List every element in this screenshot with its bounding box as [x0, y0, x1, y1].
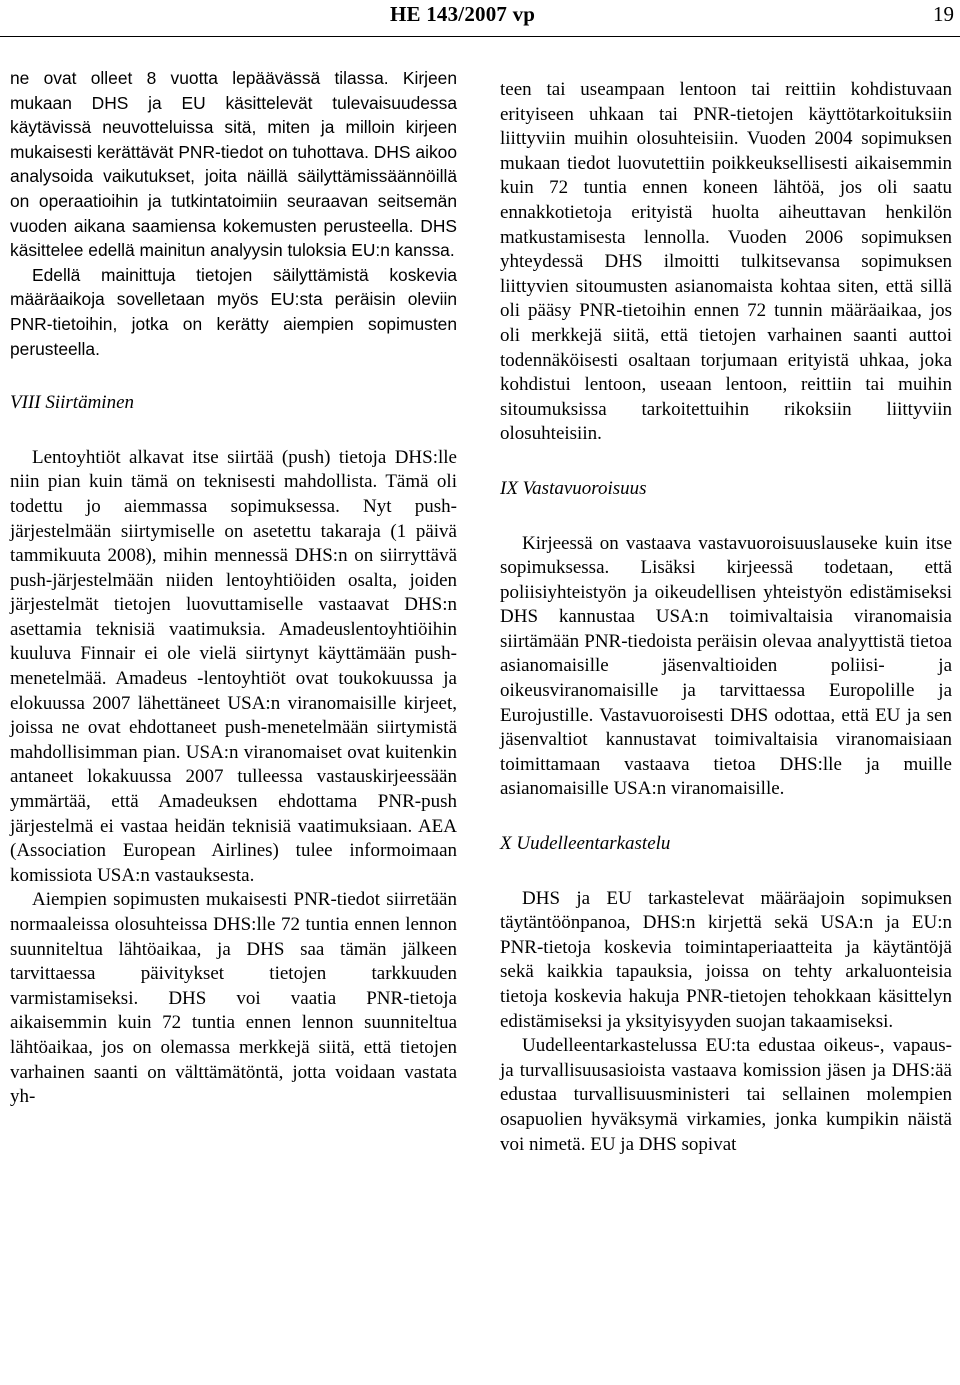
paragraph: Kirjeessä on vastaava vastavuoroisuuslauseke kuin itse sopimuksessa. Lisäksi kirjeessä todetaan, että poliisiyhteistyön ja oikeudellisen yhteistyön edistämiseksi DHS kannustaa USA:n toimivaltaisia viranomaisia siirtämään PNR-tiedoista peräisin olevaa analyyttistä tietoa asianomaisille jäsenvaltioiden poliisi- ja oikeusviranomaisille ja tarvittaessa Europolille ja Eurojustille. Vastavuoroisesti DHS odottaa, että EU ja sen jäsenvaltiot kannustavat toimivaltaisia viranomaisiaan toimittamaan vastaava tietoa DHS:lle ja muille asianomaisille USA:n viranomaisille. [500, 532, 952, 800]
section-heading-ix: IX Vastavuoroisuus [500, 477, 647, 499]
page-number: 19 [933, 2, 954, 26]
paragraph: Uudelleentarkastelussa EU:ta edustaa oikeus-, vapaus- ja turvallisuusasioista vastaava komission jäsen ja DHS:ää edustaa turvallisuusministeri tai sellainen molempien osapuolien hyväksymä virkamies, jonka kumpikin näistä voi nimetä. EU ja DHS sopivat [500, 1035, 952, 1155]
page-header [0, 0, 960, 40]
document-reference: HE 143/2007 vp [390, 2, 536, 26]
paragraph: Edellä mainittuja tietojen säilyttämistä koskevia määräaikoja sovelletaan myös EU:sta peräisin oleviin PNR-tietoihin, jotka on kerätty aiempien sopimusten perusteella. [10, 264, 457, 359]
paragraph: Lentoyhtiöt alkavat itse siirtää (push) tietoja DHS:lle niin pian kuin tämä on teknisesti mahdollista. Tämä oli todettu jo aiemmassa sopimuksessa. Nyt push-järjestelmään siirtymiselle on asetettu takaraja (1 päivä tammikuuta 2008), mihin mennessä DHS:n on siirryttävä push-järjestelmään niiden lentoyhtiöiden osalta, joiden järjestelmät tietojen luovuttamiselle vastaavat DHS:n asettamia teknisiä vaatimuksia. Amadeuslentoyhtiöihin kuuluva Finnair ei ole vielä siirtynyt käyttämään push-menetelmää. Amadeus -lentoyhtiöt ovat toukokuussa ja elokuussa 2007 lähettäneet USA:n viranomaisille kirjeet, joissa ne ovat ehdottaneet push-menetelmään siirtymistä mahdollisimman pian. USA:n viranomaiset ovat kuitenkin antaneet lokakuussa 2007 tulleessa vastauskirjeessään ymmärtää, että Amadeuksen ehdottama PNR-push järjestelmä ei vastaa heidän teknisiä vaatimuksiaan. AEA (Association European Airlines) tulee informoimaan komissiota USA:n vastauksesta. [10, 446, 457, 886]
paragraph: ne ovat olleet 8 vuotta lepäävässä tilassa. Kirjeen mukaan DHS ja EU käsittelevät tulevaisuudessa käytävissä neuvotteluissa sitä, miten ja milloin kirjeen mukaisesti kerättävät PNR-tiedot on tuhottava. DHS aikoo analysoida vaikutukset, joita näillä säilyttämissäännöillä on operaatioihin ja tutkintatoimiin seuraavan seitsemän vuoden aikana saamiensa kokemusten perusteella. DHS käsittelee edellä mainitun analyysin tuloksia EU:n kanssa. [10, 68, 457, 261]
section-heading-viii: VIII Siirtäminen [10, 392, 135, 414]
paragraph: DHS ja EU tarkastelevat määräajoin sopimuksen täytäntöönpanoa, DHS:n kirjettä sekä USA:n ja EU:n PNR-tietoja koskevia toimintaperiaatteita ja käytäntöjä sekä kaikkia tapauksia, joissa on tehty arkaluonteisia tietoja koskevia hakuja PNR-tietojen tehokkaan käsittelyn edistämiseksi ja yksityisyyden suojan takaamiseksi. [500, 887, 952, 1032]
left-column [10, 66, 457, 1110]
right-column [500, 78, 952, 1157]
paragraph: Aiempien sopimusten mukaisesti PNR-tiedot siirretään normaaleissa olosuhteissa DHS:lle 72 tuntia ennen lennon suunniteltua lähtöaikaa, ja DHS saa tämän jälkeen tarvittaessa päivitykset tietojen tarkkuuden varmistamiseksi. DHS voi vaatia PNR-tietoja aikaisemmin kuin 72 tuntia ennen lennon suunniteltua lähtöaikaa, jos on olemassa merkkejä siitä, että tietojen varhainen saanti on välttämätöntä, jotta voidaan vastata yh- [10, 889, 457, 1108]
header-rule [0, 36, 960, 37]
section-heading-x: X Uudelleentarkastelu [500, 833, 671, 855]
paragraph: teen tai useampaan lentoon tai reittiin kohdistuvaan erityiseen uhkaan tai PNR-tietojen käyttötarkoituksiin liittyviin muihin olosuhteisiin. Vuoden 2004 sopimuksen mukaan tiedot luovutettiin poikkeuksellisesti aikaisemmin kuin 72 tuntia ennen koneen lähtöä, jos oli saatu ennakkotietoja erityistä huolta aiheuttavan henkilön matkustamisesta lennolla. Vuoden 2006 sopimuksen yhteydessä DHS ilmoitti tulkitsevansa sopimuksen liittyvien sitoumusten asianomaista kohtaa siten, että sillä oli pääsy PNR-tietoihin ennen 72 tunnin määräaikaa, jos oli merkkejä siitä, että tietojen varhainen saanti auttoi todennäköisesti osaltaan torjumaan erityistä uhkaa, joka kohdistui lentoon, useaan lentoon, reittiin tai muihin sitoumuksissa tarkoitettuihin rikoksiin liittyviin olosuhteisiin. [500, 79, 952, 445]
